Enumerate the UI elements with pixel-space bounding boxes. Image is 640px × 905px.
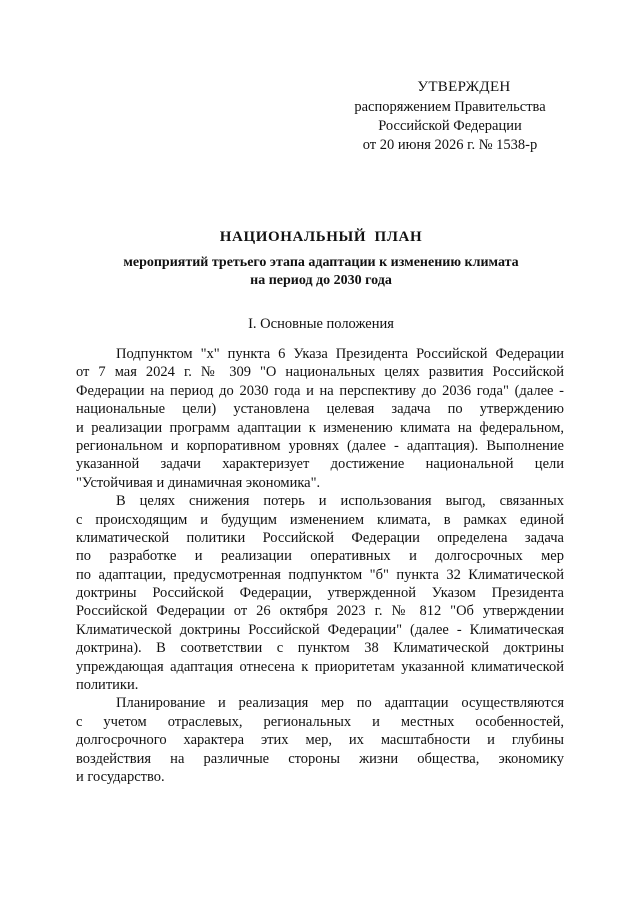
approval-line-1: распоряжением Правительства [354,99,546,115]
text-line: долгосрочного характера этих мер, их масштабности и глубины [76,732,564,749]
paragraph-2 [76,492,564,694]
approval-line-3: от 20 июня 2026 г. № 1538-р [362,137,538,153]
paragraph-1 [76,345,564,492]
text-line: Климатической доктрины Российской Федерации" (далее - Климатическая [76,621,564,638]
approval-stamp-title: УТВЕРЖДЕН [417,79,511,95]
text-line: и государство. [76,768,165,785]
subtitle-line-1: мероприятий третьего этапа адаптации к изменению климата [123,255,519,270]
text-line: "Устойчивая и динамичная экономика". [76,474,321,491]
text-line: по адаптации, предусмотренная подпунктом "б" пункта 32 Климатической [76,566,564,583]
text-line: климатической политики Российской Федерации определена задача [76,529,564,546]
text-line: В целях снижения потерь и использования выгод, связанных [116,493,564,510]
text-line: политики. [76,677,139,694]
paragraph-3 [76,694,564,786]
text-line: региональном и корпоративном уровнях (далее - адаптация). Выполнение [76,437,564,454]
text-line: Подпунктом "х" пункта 6 Указа Президента Российской Федерации [116,346,564,362]
document-title: НАЦИОНАЛЬНЫЙ ПЛАН [219,229,423,245]
section-heading: I. Основные положения [248,316,394,332]
text-line: указанной задачи характеризует достижение национальной цели [76,456,564,473]
text-line: доктрины Российской Федерации, утвержденной Указом Президента [76,585,564,602]
text-line: с происходящим и будущим изменением климата, в рамках единой [76,511,564,528]
text-line: Российской Федерации от 26 октября 2023 г. № 812 "Об утверждении [76,603,564,620]
text-line: от 7 мая 2024 г. № 309 "О национальных целях развития Российской [76,364,564,381]
text-line: по разработке и реализации оперативных и долгосрочных мер [76,548,564,565]
document-subtitle [76,254,566,290]
text-line: и реализации программ адаптации к изменению климата на федеральном, [76,419,564,436]
text-line: Федерации на период до 2030 года и на перспективу до 2036 года" (далее - [76,382,564,399]
text-line: с учетом отраслевых, региональных и местных особенностей, [76,713,564,730]
text-line: Планирование и реализация мер по адаптации осуществляются [116,695,564,712]
text-line: доктрина). В соответствии с пунктом 38 Климатической доктрины [76,640,564,657]
approval-line-2: Российской Федерации [378,118,522,134]
body-text [76,345,564,786]
text-line: упреждающая адаптация отнесена к приоритетам указанной климатической [76,658,564,675]
approval-block [350,78,550,155]
subtitle-line-2: на период до 2030 года [250,273,392,288]
text-line: национальные цели) установлена целевая задача по утверждению [76,401,564,418]
text-line: воздействия на различные стороны жизни общества, экономику [76,750,564,767]
